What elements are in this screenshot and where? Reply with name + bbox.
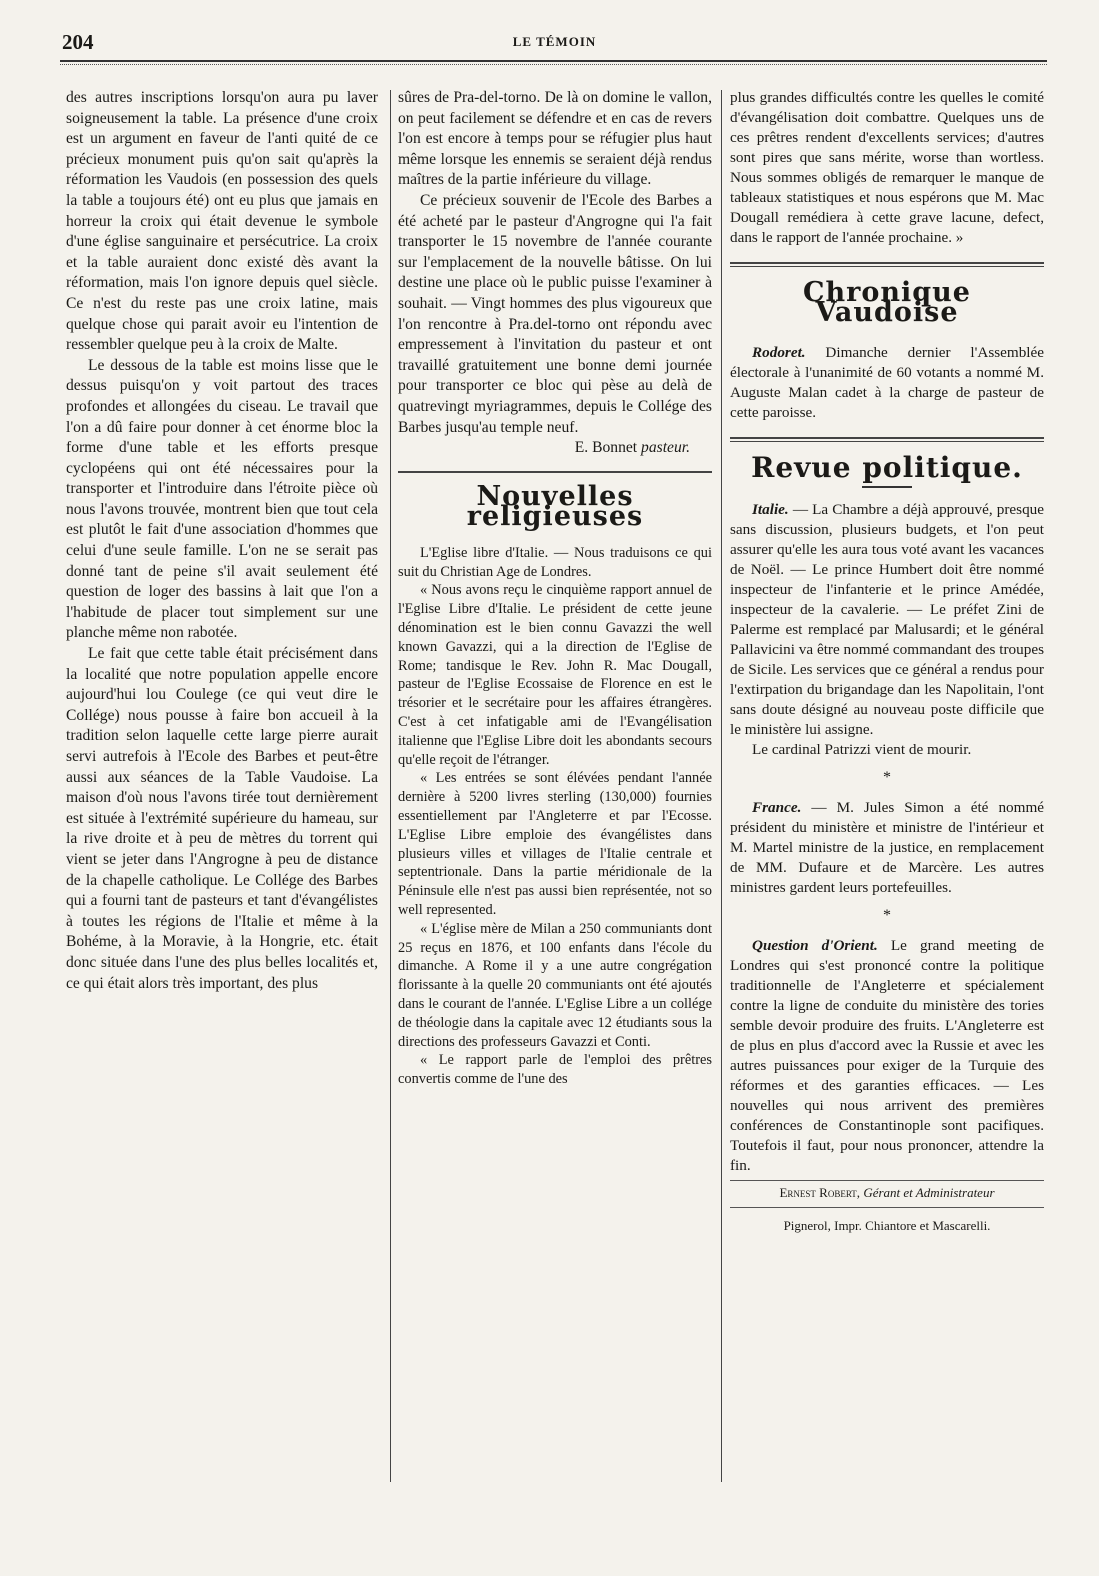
column-3 <box>730 88 1044 1488</box>
administrator-line <box>730 1183 1044 1203</box>
signature-title: pasteur. <box>641 439 690 457</box>
header-rule <box>60 60 1047 62</box>
journal-title: LE TÉMOIN <box>512 34 597 49</box>
item-text: — La Chambre a déjà approuvé, presque sans discussion, plusieurs budgets, et l'on peut assurer qu'elle les aura tous voté avant les vacances de Noël. — Le prince Humbert doit être nommé inspecteur de l'infanterie et le prince Amédée, inspecteur de la cavalerie. — Le préfet Zini de Palerme est remplacé par Malusardi; et le général Pallavicini va être nommé commandant des troupes de Sicile. Les services que ce général a rendus pour l'extirpation du brigandage dan les Napolitain, l'ont sans doute désigné au nouveau poste difficile que le ministère lui assigne. <box>730 501 1044 738</box>
section-rule <box>730 262 1044 267</box>
chronique-item <box>730 343 1044 423</box>
separator-star: * <box>883 907 891 924</box>
page-number: 204 <box>62 30 94 54</box>
footer-rule <box>730 1180 1044 1181</box>
article-paragraph: Le fait que cette table était précisément dans la localité que notre population appelle encore aujourd'hui lou Coulege (ce qui veut dire le Collége) nous pousse à faire bon accueil à la tradition selon laquelle cette large pierre aurait servi autrefois à l'Ecole des Barbes et peut-être aussi aux séances de la Table Vaudoise. La maison d'où nous l'avons tirée tout dernièrement est située à l'extrémité supérieure du hameau, sur la rive droite et à peu de mètres du torrent qui vient se jeter dans l'Angrogne à peu de distance de la chapelle catholique. Le Collége des Barbes qui a fourni tant de pasteurs et tant d'évangélistes à toutes les régions de l'Italie et même à la Bohéme, à la Moravie, à la Hongrie, etc. était donc située dans l'une des plus belles localités et, ce qui était alors très important, des plus <box>66 645 378 992</box>
item-text: Le grand meeting de Londres qui s'est prononcé contre la politique traditionnelle de l'Angleterre et spécialement contre la ligne de conduite du ministère des tories semble devoir produire des fruits. L'Angleterre est de plus en plus d'accord avec la Russie et avec les autres puissances pour exiger de la Turquie des réformes et des garanties efficaces. — Les nouvelles qui nous arrivent des premières conférences de Constantinople sont pacifiques. Toutefois il faut, pour nous prononcer, attendre la fin. <box>730 937 1044 1174</box>
revue-item: Le cardinal Patrizzi vient de mourir. <box>752 741 972 758</box>
title-underline <box>862 486 912 488</box>
admin-title: Gérant et Administrateur <box>863 1185 995 1200</box>
item-lead: France. <box>752 799 802 816</box>
column-divider <box>721 90 722 1482</box>
page-header <box>62 30 1047 54</box>
item-lead: Italie. <box>752 501 789 518</box>
article-paragraph: des autres inscriptions lorsqu'on aura pu laver soigneusement la table. La présence d'une croix est un argument en faveur de l'anti quité de ce précieux monument puis qu'on sait qu'après la réformation les Vaudois (en possession des quels la table a toujours été) ont eu plus que jamais en horreur la croix qui était devenue le symbole d'une église sanguinaire et persécutrice. La croix et la table auraient donc existé dès avant la réformation, mais l'on ignore depuis quel siècle. Ce n'est du reste pas une croix latine, mais quelque chose qui parait avoir eu l'intention de ressembler quelque peu à la croix de Malte. <box>66 89 378 354</box>
article-paragraph: Le dessous de la table est moins lisse que le dessus puisqu'on y voit partout des traces profondes et allongées du ciseau. Le travail que l'on a dû faire pour donner à cet énorme bloc la forme d'une table et les efforts presque cyclopéens qui ont été nécessaires pour la transporter et l'introduire dans l'étroite pièce où nous l'avons trouvée, montrent bien que tout cela est plutôt le fait d'une association d'hommes que celui d'une seule famille. L'on ne se serait pas donné tant de peine s'il avait seulement été question de loger des bassins à lait que l'on a l'habitude de placer tout simplement sur une planche même non rabotée. <box>66 356 378 642</box>
item-text: Dimanche dernier l'Assemblée électorale à l'unanimité de 60 votants a nommé M. Auguste Malan cadet à la charge de pasteur de cette paroisse. <box>730 344 1044 421</box>
news-paragraph: « Les entrées se sont élévées pendant l'année dernière à 5200 livres sterling (130,000) fournies essentiellement par l'Angleterre et par l'Ecosse. L'Eglise Libre emploie des évangélistes dans plusieurs villes et villages de l'Italie centrale et septentrionale. Dans la partie méridionale de la Péninsule elle n'est pas aussi bien représentée, not so well represented. <box>398 770 712 919</box>
column-divider <box>390 90 391 1482</box>
item-lead: Question d'Orient. <box>752 937 878 954</box>
footer-rule <box>730 1207 1044 1208</box>
item-lead: Rodoret. <box>752 344 806 361</box>
section-rule <box>730 437 1044 442</box>
imprint-line: Pignerol, Impr. Chiantore et Mascarelli. <box>783 1218 991 1233</box>
news-paragraph: « Le rapport parle de l'emploi des prêtres convertis comme de l'une des <box>398 1052 712 1088</box>
news-paragraph: « Nous avons reçu le cinquième rapport annuel de l'Eglise Libre d'Italie. Le président de cette jeune dénomination est le bien connu Gavazzi the well known Gavazzi, qui a la direction de l'Eglise de Rome; tandisque le Rev. John R. Mac Dougall, pasteur de l'Eglise Ecossaise de Florence en est le trésorier et le secrétaire pour les affaires étrangères. C'est à cet infatigable ami de l'Evangélisation italienne que l'Eglise Libre doit les abondants secours qu'elle reçoit de l'étranger. <box>398 582 712 768</box>
section-rule <box>398 471 712 473</box>
revue-item <box>730 798 1044 898</box>
admin-name: Ernest Robert, <box>779 1185 861 1200</box>
column-2 <box>398 88 712 1488</box>
column-1 <box>66 88 378 1488</box>
header-rule-dotted <box>60 64 1047 65</box>
item-text: — M. Jules Simon a été nommé président du ministère et ministre de l'intérieur et M. Martel ministre de la justice, en remplacement de MM. Dufaure et de Marcère. Les autres ministres gardent leurs portefeuilles. <box>730 799 1044 896</box>
article-paragraph: sûres de Pra-del-torno. De là on domine le vallon, on peut facilement se défendre et en cas de revers l'on est encore à temps pour se réfugier plus haut même lorsque les ennemis se seraient déjà rendus maîtres de la partie inférieure du village. <box>398 89 712 189</box>
article-paragraph: Ce précieux souvenir de l'Ecole des Barbes a été acheté par le pasteur d'Angrogne qui l'a fait transporter le 15 novembre de l'année courante sur l'emplacement de la nouvelle bâtisse. On lui destine une place où le public puisse l'examiner à souhait. — Vingt hommes des plus vigoureux que l'on rencontre à Pra.del-torno ont répondu avec empressement à l'invitation du pasteur et ont travaillé gratuitement une bonne demi journée pour transporter ce bloc qui pèse au delà de quatrevingt myriagrammes, depuis le Collége des Barbes jusqu'au temple neuf. <box>398 191 712 436</box>
news-paragraph: plus grandes difficultés contre les quelles le comité d'évangélisation doit combattre. Quelques uns de ces prêtres rendent d'excellents services; d'autres sont pires que sans mérite, worse than wortless. Nous sommes obligés de remarquer le manque de tableaux statistiques et nous espérons que M. Mac Dougall remédiera à cette grave lacune, defect, dans le rapport de l'année prochaine. » <box>730 89 1044 246</box>
news-paragraph: « L'église mère de Milan a 250 communiants dont 25 reçus en 1876, et 100 enfants dans l'école du dimanche. A Rome il y a une autre congrégation florissante à la quelle 20 communiants ont été ajoutés dans le courant de l'année. L'Eglise Libre a un collége de théologie dans la capitale avec 12 étudiants sous la directions des professeurs Gavazzi et Conti. <box>398 920 712 1050</box>
section-title-nouvelles: Nouvelles religieuses <box>466 480 644 533</box>
article-signature <box>398 438 712 459</box>
signature-name: E. Bonnet <box>574 439 638 457</box>
separator-star: * <box>883 769 891 786</box>
revue-item <box>730 936 1044 1176</box>
revue-item <box>730 500 1044 740</box>
section-title-chronique: Chronique Vaudoise <box>803 277 971 328</box>
section-title-revue: Revue politique. <box>751 451 1023 484</box>
news-paragraph: L'Eglise libre d'Italie. — Nous traduisons ce qui suit du Christian Age de Londres. <box>398 544 712 580</box>
